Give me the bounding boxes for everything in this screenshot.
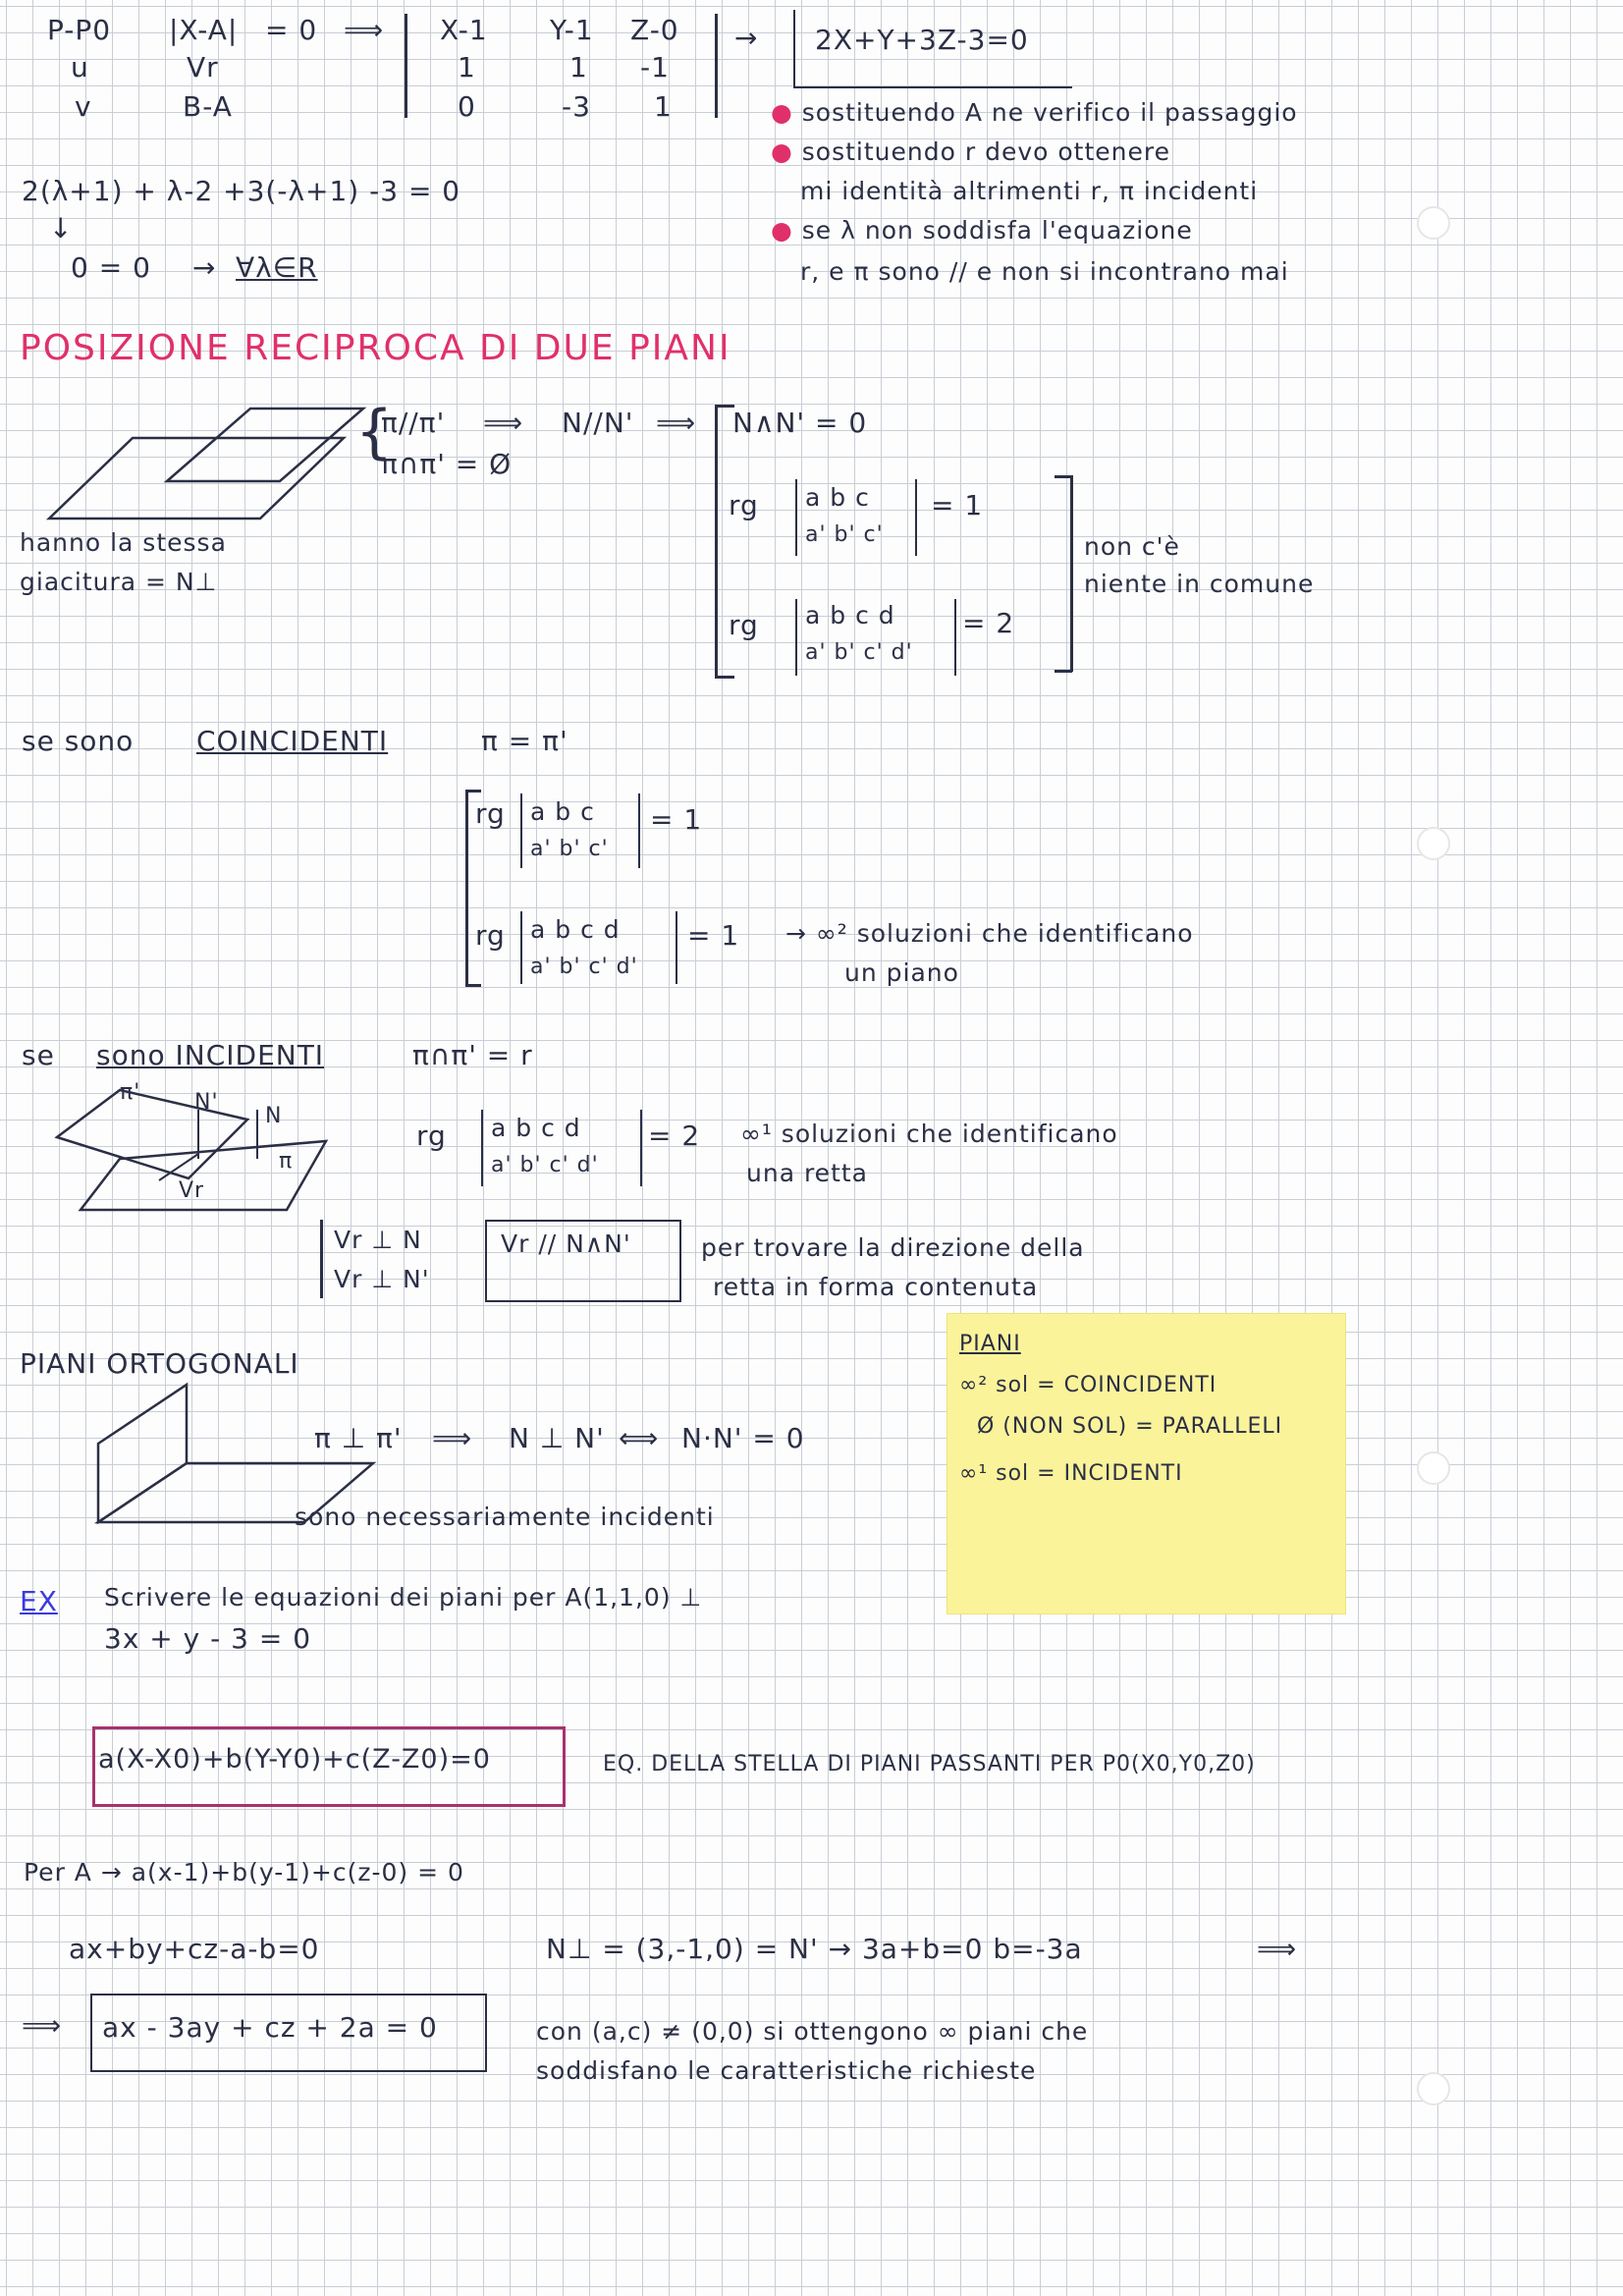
matrix-row: a' b' c' d' bbox=[805, 640, 913, 665]
exercise-label: EX bbox=[20, 1585, 58, 1617]
row-label: v bbox=[75, 90, 92, 123]
rank-label: rg bbox=[416, 1120, 447, 1152]
bullet-item: r, e π sono // e non si incontrano mai bbox=[800, 257, 1289, 286]
matrix-cell: 1 bbox=[569, 51, 588, 83]
bracket-left bbox=[465, 790, 468, 986]
rank-label: rg bbox=[475, 919, 506, 952]
expanded-equation: ax+by+cz-a-b=0 bbox=[69, 1933, 320, 1965]
matrix-bar bbox=[638, 793, 640, 868]
bracket-right bbox=[1070, 475, 1073, 672]
rank-value: = 2 bbox=[648, 1120, 701, 1152]
arrow: ⟹ bbox=[483, 407, 524, 439]
matrix-bar bbox=[795, 479, 797, 556]
orthogonal-note: sono necessariamente incidenti bbox=[295, 1503, 715, 1531]
normals-perpendicular: N ⊥ N' bbox=[509, 1422, 605, 1454]
matrix-bar bbox=[520, 911, 522, 984]
intersection-empty: π∩π' = Ø bbox=[381, 448, 513, 480]
arrow: ⟹ bbox=[432, 1422, 473, 1454]
incident-intro: se bbox=[22, 1039, 55, 1071]
vector-label: B-A bbox=[183, 90, 233, 123]
normal-condition: N⊥ = (3,-1,0) = N' → 3a+b=0 b=-3a bbox=[546, 1933, 1083, 1965]
conclusion-line: con (a,c) ≠ (0,0) si ottengono ∞ piani che bbox=[536, 2017, 1089, 2046]
dot-product-zero: N·N' = 0 bbox=[681, 1422, 805, 1454]
row-label: P-P0 bbox=[47, 14, 112, 46]
matrix-bar bbox=[795, 599, 797, 676]
figure-label: π' bbox=[120, 1080, 141, 1105]
arrow-for-a: Per A → a(x-1)+b(y-1)+c(z-0) = 0 bbox=[24, 1858, 464, 1886]
star-equation: a(X-X0)+b(Y-Y0)+c(Z-Z0)=0 bbox=[98, 1744, 491, 1775]
arrow: ⟹ bbox=[344, 14, 385, 46]
matrix-row: a b c d bbox=[805, 601, 895, 629]
orthogonal-relation: π ⊥ π' bbox=[314, 1422, 403, 1454]
matrix-row: a b c bbox=[530, 797, 595, 826]
matrix-bar bbox=[481, 1110, 483, 1186]
arrow: ⟹ bbox=[1257, 1933, 1298, 1965]
bullet-item: ● sostituendo A ne verifico il passaggio bbox=[771, 98, 1298, 127]
parallel-planes-figure bbox=[39, 403, 353, 540]
equals-zero: = 0 bbox=[265, 14, 318, 46]
matrix-bar bbox=[915, 479, 917, 556]
figure-label: π bbox=[279, 1149, 294, 1174]
result-equation: 2X+Y+3Z-3=0 bbox=[815, 24, 1029, 56]
note-giacitura: giacitura = N⊥ bbox=[20, 568, 218, 596]
matrix-row: a b c bbox=[805, 483, 870, 512]
solutions-note: ∞¹ soluzioni che identificano bbox=[740, 1120, 1118, 1148]
matrix-header: Y-1 bbox=[550, 14, 594, 46]
solutions-note: una retta bbox=[746, 1159, 868, 1187]
solutions-note: → ∞² soluzioni che identificano bbox=[785, 919, 1194, 948]
matrix-cell: 0 bbox=[458, 90, 476, 123]
perpendicular-cond: Vr ⊥ N bbox=[334, 1226, 422, 1254]
bracket-right-bottom bbox=[1055, 670, 1072, 673]
parallel-condition: π//π' bbox=[381, 407, 446, 439]
direction-formula: Vr // N∧N' bbox=[501, 1230, 631, 1258]
section-title: POSIZIONE RECIPROCA DI DUE PIANI bbox=[20, 328, 731, 368]
bracket-left bbox=[320, 1220, 323, 1298]
incident-label: sono INCIDENTI bbox=[96, 1039, 325, 1071]
matrix-row: a' b' c' d' bbox=[491, 1153, 599, 1177]
direction-note: retta in forma contenuta bbox=[713, 1273, 1039, 1301]
sticky-note bbox=[947, 1314, 1345, 1613]
matrix-row: a' b' c' d' bbox=[530, 955, 638, 979]
cross-product-zero: N∧N' = 0 bbox=[732, 407, 868, 439]
down-arrow: ↓ bbox=[49, 212, 74, 245]
conclusion-line: soddisfano le caratteristiche richieste bbox=[536, 2056, 1037, 2085]
exercise-text: Scrivere le equazioni dei piani per A(1,1,0) ⊥ bbox=[104, 1583, 703, 1612]
rank-value: = 1 bbox=[931, 489, 984, 521]
bracket-left-top bbox=[465, 790, 481, 793]
figure-label: N bbox=[265, 1104, 283, 1128]
vector-label: Vr bbox=[187, 51, 219, 83]
matrix-header: Z-0 bbox=[630, 14, 679, 46]
side-note: niente in comune bbox=[1084, 570, 1315, 598]
matrix-bar bbox=[405, 14, 407, 118]
forall-lambda: ∀λ∈R bbox=[236, 251, 318, 284]
matrix-cell: -3 bbox=[562, 90, 591, 123]
rank-value: = 2 bbox=[962, 607, 1015, 639]
star-description: EQ. DELLA STELLA DI PIANI PASSANTI PER P0(X0,Y0,Z0) bbox=[603, 1752, 1256, 1777]
matrix-cell: -1 bbox=[640, 51, 670, 83]
figure-label: Vr bbox=[179, 1178, 205, 1203]
arrow: ⟹ bbox=[22, 2009, 63, 2042]
normals-parallel: N//N' bbox=[562, 407, 634, 439]
row-label: u bbox=[71, 51, 89, 83]
rank-label: rg bbox=[729, 609, 759, 641]
solutions-note: un piano bbox=[844, 958, 959, 987]
final-equation: ax - 3ay + cz + 2a = 0 bbox=[102, 2011, 438, 2044]
exercise-plane: 3x + y - 3 = 0 bbox=[104, 1622, 312, 1655]
sticky-line: ∞¹ sol = INCIDENTI bbox=[959, 1461, 1183, 1486]
matrix-row: a' b' c' bbox=[805, 522, 884, 547]
matrix-bar bbox=[715, 14, 718, 118]
note-same-direction: hanno la stessa bbox=[20, 528, 227, 557]
matrix-cell: 1 bbox=[654, 90, 673, 123]
substitution-line: 2(λ+1) + λ-2 +3(-λ+1) -3 = 0 bbox=[22, 175, 461, 207]
perpendicular-cond: Vr ⊥ N' bbox=[334, 1265, 430, 1293]
rank-label: rg bbox=[729, 489, 759, 521]
bracket-left-bottom bbox=[465, 984, 481, 987]
sticky-line: Ø (NON SOL) = PARALLELI bbox=[977, 1414, 1283, 1439]
bracket-left bbox=[715, 405, 718, 678]
arrow: ⟹ bbox=[656, 407, 697, 439]
matrix-row: a b c d bbox=[530, 915, 621, 944]
arrow: → bbox=[734, 22, 759, 54]
bullet-item: ● se λ non soddisfa l'equazione bbox=[771, 216, 1193, 245]
brace: { bbox=[355, 398, 395, 466]
matrix-header: X-1 bbox=[440, 14, 488, 46]
orthogonal-title: PIANI ORTOGONALI bbox=[20, 1347, 299, 1380]
rank-label: rg bbox=[475, 797, 506, 830]
binder-hole bbox=[1417, 827, 1450, 860]
bracket-left-bottom bbox=[715, 676, 734, 679]
matrix-row: a b c d bbox=[491, 1114, 581, 1142]
substitution-result: 0 = 0 bbox=[71, 251, 151, 284]
coincident-intro: se sono bbox=[22, 725, 135, 757]
sticky-title: PIANI bbox=[959, 1332, 1021, 1356]
matrix-row: a' b' c' bbox=[530, 837, 609, 861]
binder-hole bbox=[1417, 1451, 1450, 1485]
rank-value: = 1 bbox=[650, 803, 703, 836]
side-note: non c'è bbox=[1084, 532, 1180, 561]
arrow: ⟺ bbox=[619, 1422, 660, 1454]
coincident-relation: π = π' bbox=[481, 725, 568, 757]
bullet-item: ● sostituendo r devo ottenere bbox=[771, 137, 1170, 166]
direction-note: per trovare la direzione della bbox=[701, 1233, 1085, 1262]
bullet-item: mi identità altrimenti r, π incidenti bbox=[800, 177, 1259, 205]
matrix-bar bbox=[640, 1110, 642, 1186]
figure-label: N' bbox=[194, 1090, 219, 1115]
incident-relation: π∩π' = r bbox=[412, 1039, 533, 1071]
matrix-cell: 1 bbox=[458, 51, 476, 83]
matrix-bar bbox=[954, 599, 956, 676]
bracket-left-top bbox=[715, 405, 734, 408]
matrix-bar bbox=[676, 911, 677, 984]
rank-value: = 1 bbox=[687, 919, 740, 952]
binder-hole bbox=[1417, 2072, 1450, 2105]
matrix-bar bbox=[520, 793, 522, 868]
binder-hole bbox=[1417, 206, 1450, 240]
sticky-line: ∞² sol = COINCIDENTI bbox=[959, 1373, 1217, 1397]
arrow: → bbox=[192, 251, 217, 284]
vector-label: |X-A| bbox=[169, 14, 239, 46]
bracket-right-top bbox=[1055, 475, 1072, 478]
coincident-label: COINCIDENTI bbox=[196, 725, 389, 757]
